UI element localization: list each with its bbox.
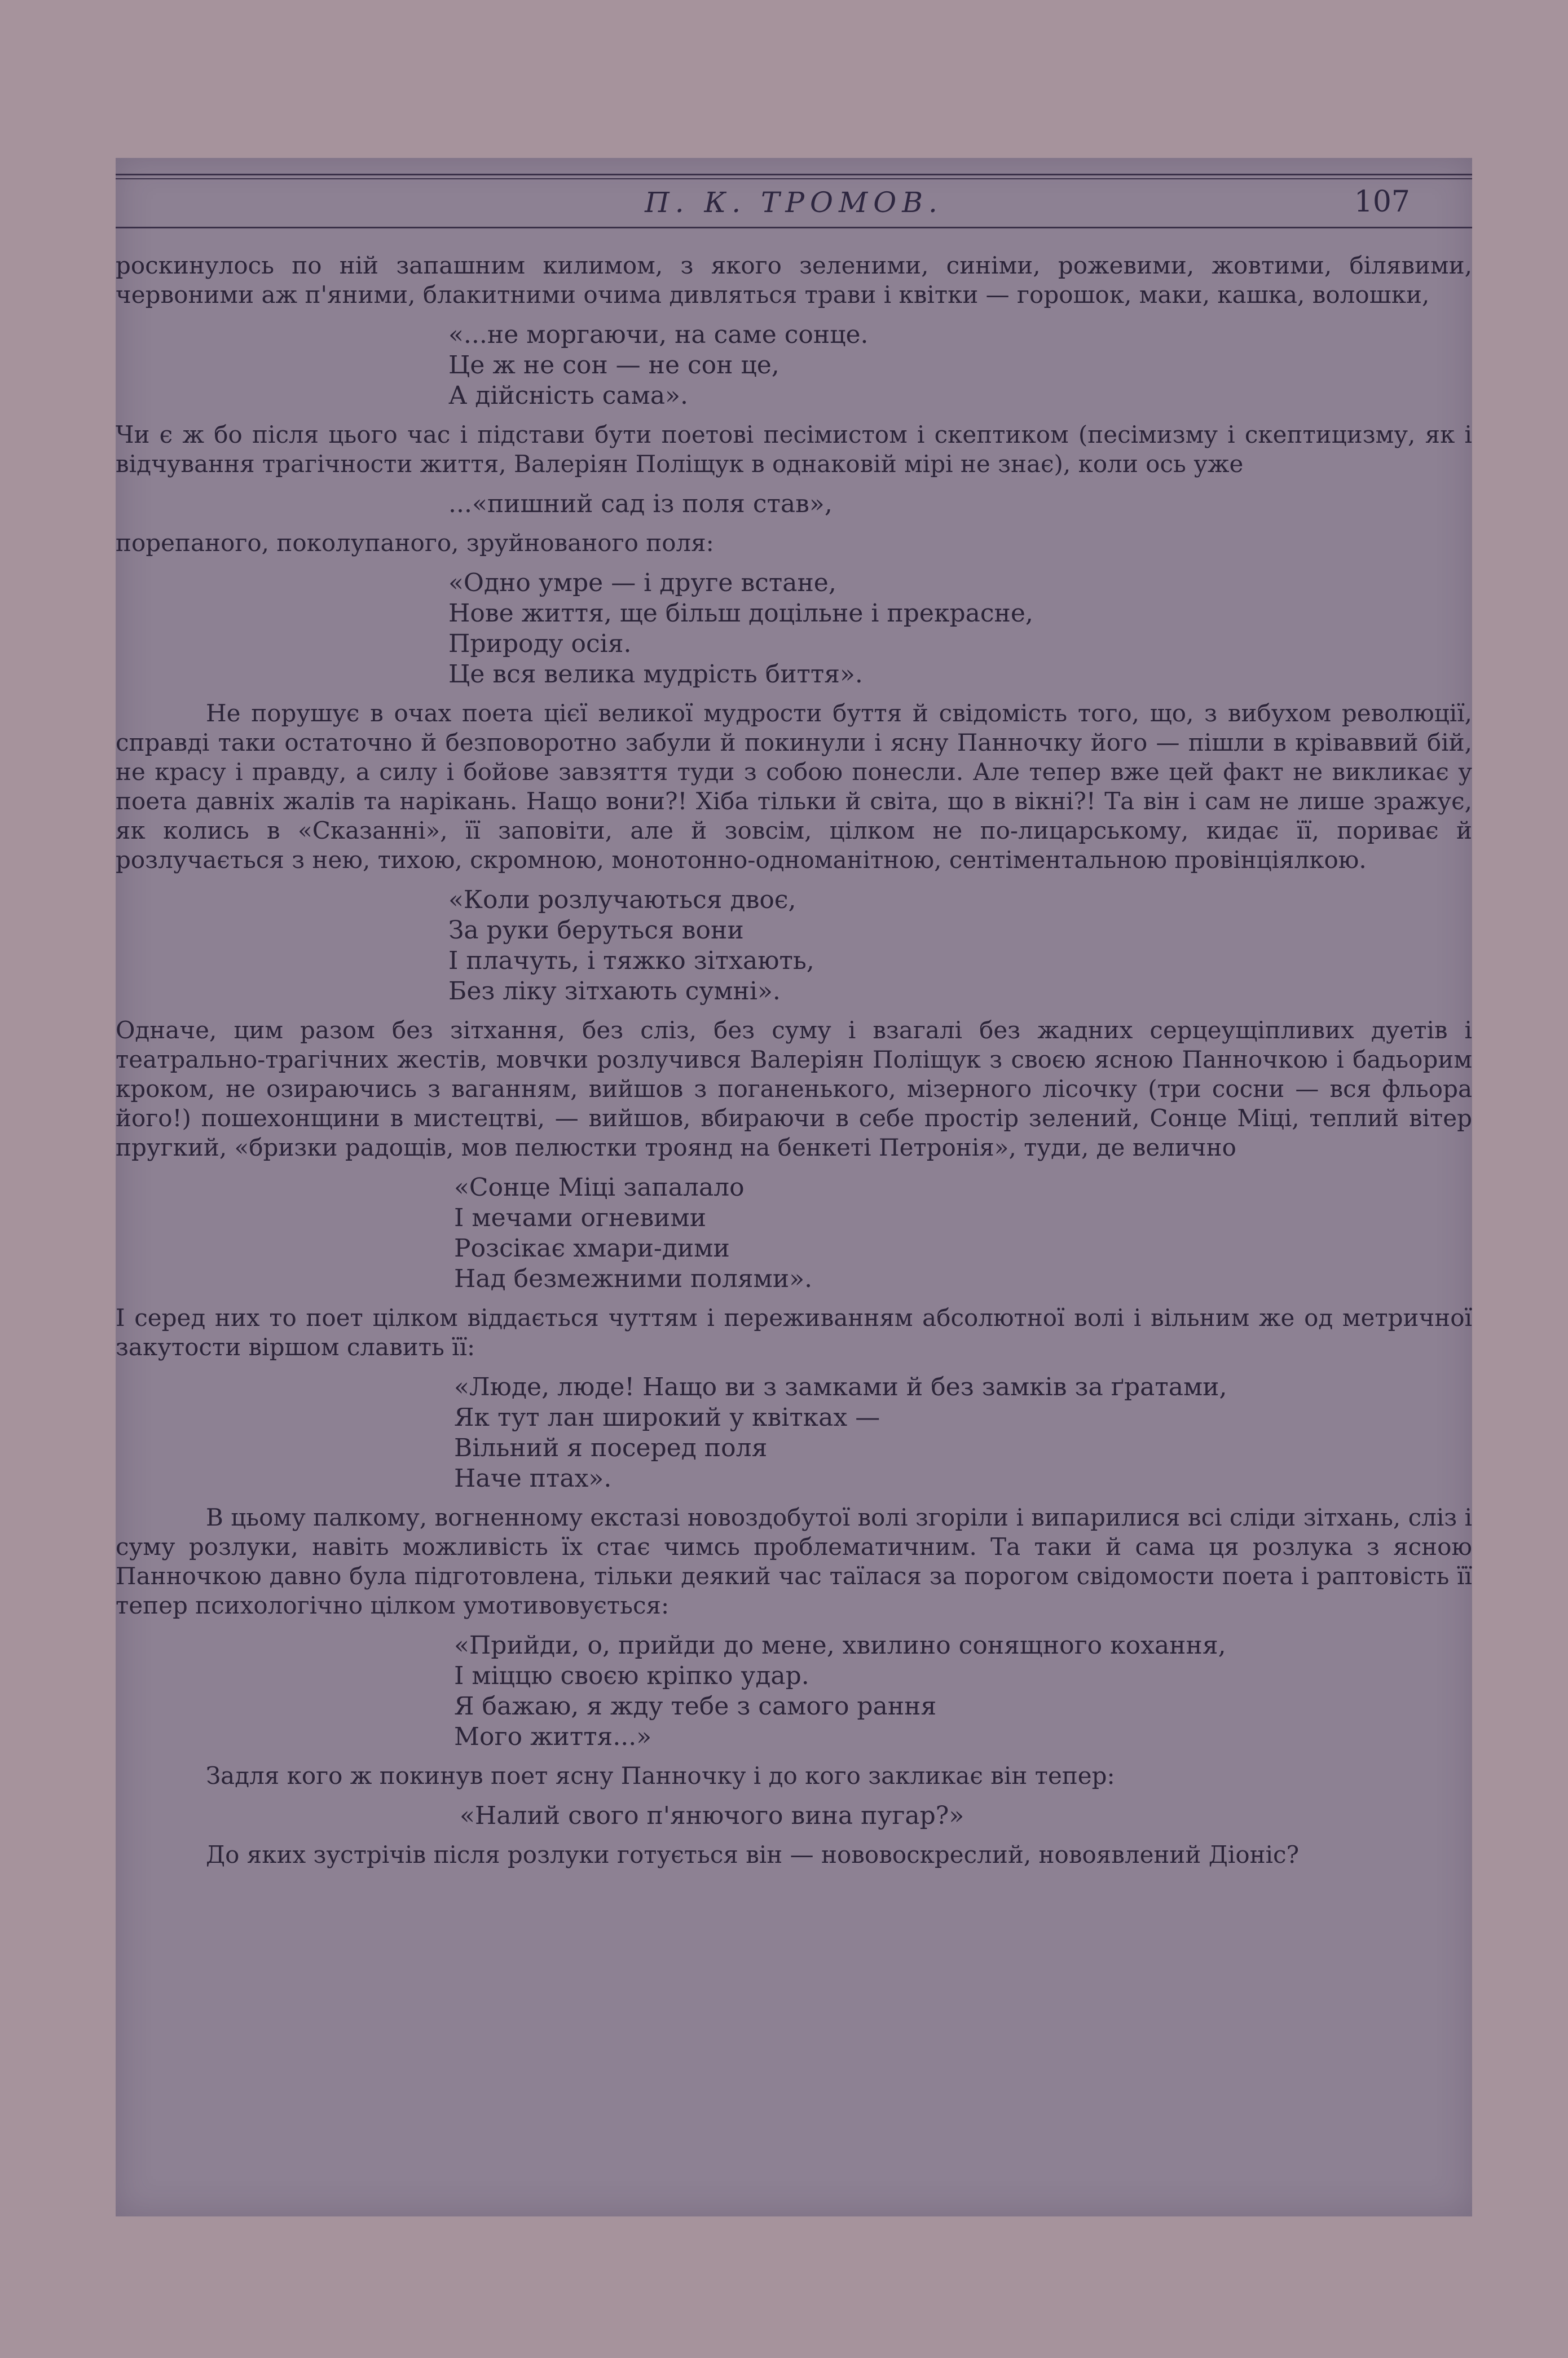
- verse-line: І плачуть, і тяжко зітхають,: [448, 946, 814, 975]
- verse-line: Над безмежними полями».: [454, 1264, 813, 1293]
- book-page: [116, 158, 1472, 2216]
- verse-line: Мого життя...»: [454, 1722, 652, 1751]
- page-body: [116, 251, 1472, 1880]
- paragraph-1: роскинулось по ній запашним килимом, з якого зеленими, синіми, рожевими, жовтими, білявими, червоними аж п'яними, блакитними очима дивляться трави і квітки — горошок, маки, кашка, волошки,: [116, 252, 1472, 308]
- paragraph-6: І серед них то поет цілком віддається чуттям і переживанням абсолютної волі і вільним же од метричної закутости віршом славить її:: [116, 1304, 1472, 1361]
- verse-line: «Люде, люде! Нащо ви з замками й без замків за ґратами,: [454, 1373, 1227, 1401]
- verse-line: Нове життя, ще більш доцільне і прекрасне,: [448, 599, 1033, 628]
- verse-line: Без ліку зітхають сумні».: [448, 977, 781, 1006]
- verse-3: [448, 568, 1472, 690]
- verse-line: «Коли розлучаються двоє,: [448, 885, 796, 914]
- header-rule-top: [116, 174, 1472, 175]
- verse-line: Це вся велика мудрість биття».: [448, 660, 863, 689]
- verse-2: ...«пишний сад із поля став»,: [448, 490, 833, 518]
- verse-line: «Прийди, о, прийди до мене, хвилино сонящного кохання,: [454, 1631, 1226, 1660]
- paragraph-2: Чи є ж бо після цього час і підстави бути поетові песімистом і скептиком (песімизму і скептицизму, як і відчування трагічности життя, Валеріян Поліщук в однаковій мірі не знає), коли ось уже: [116, 421, 1472, 478]
- verse-line: Як тут лан широкий у квітках —: [454, 1403, 880, 1432]
- paragraph-3: порепаного, поколупаного, зруйнованого поля:: [116, 529, 714, 557]
- verse-6: [454, 1372, 1472, 1494]
- verse-line: Наче птах».: [454, 1464, 612, 1493]
- paragraph-8: Задля кого ж покинув поет ясну Панночку і до кого закликає він тепер:: [206, 1762, 1115, 1790]
- paragraph-7: В цьому палкому, вогненному екстазі новоздобутої волі згоріли і випарилися всі сліди зітхань, сліз і суму розлуки, навіть можливість їх стає чимсь проблематичним. Та таки й сама ця розлука з ясною Панночкою давно була підготовлена, тільки деякий час таїлася за порогом свідомости поета і раптовість її тепер психологічно цілком умотивовується:: [116, 1504, 1472, 1619]
- verse-line: Я бажаю, я жду тебе з самого рання: [454, 1692, 937, 1721]
- paragraph-5: Одначе, цим разом без зітхання, без сліз, без суму і взагалі без жадних серцеущіпливих дуетів і театрально-трагічних жестів, мовчки розлучився Валеріян Поліщук з своєю ясною Панночкою і бадьорим кроком, не озираючись з ваганням, вийшов з поганенького, мізерного лісочку (три сосни — вся фльора його!) пошехонщини в мистецтві, — вийшов, вбираючи в себе простір зелений, Сонце Міці, теплий вітер пругкий, «бризки радощів, мов пелюстки троянд на бенкеті Петронія», туди, де велично: [116, 1016, 1472, 1161]
- verse-line: І мечами огневими: [454, 1204, 707, 1232]
- verse-line: Розсікає хмари-дими: [454, 1234, 730, 1263]
- verse-4: [448, 885, 1472, 1007]
- header-rule-top-thin: [116, 178, 1472, 179]
- verse-line: За руки беруться вони: [448, 916, 744, 945]
- header-rule-bottom: [116, 227, 1472, 228]
- verse-line: І міццю своєю кріпко удар.: [454, 1661, 809, 1690]
- running-head: П. К. ТРОМОВ.: [645, 186, 943, 219]
- verse-line: «Сонце Міці запалало: [454, 1173, 745, 1202]
- verse-line: Це ж не сон — не сон це,: [448, 351, 779, 380]
- verse-line: «...не моргаючи, на саме сонце.: [448, 320, 869, 349]
- verse-line: Природу осія.: [448, 629, 632, 658]
- verse-1: [448, 320, 1472, 411]
- verse-line: Вільний я посеред поля: [454, 1434, 768, 1462]
- verse-line: А дійсність сама».: [448, 381, 689, 410]
- page-header: [116, 169, 1472, 231]
- paragraph-4: Не порушує в очах поета цієї великої мудрости буття й свідомість того, що, з вибухом революції, справді таки остаточно й безповоротно забули й покинули і ясну Панночку його — пішли в кріваввий бій, не красу і правду, а силу і бойове завзяття туди з собою понесли. Але тепер вже цей факт не викликає у поета давніх жалів та нарікань. Нащо вони?! Хіба тільки й світа, що в вікні?! Та він і сам не лише зражує, як колись в «Сказанні», її заповіти, але й зовсім, цілком не по-лицарському, кидає її, пориває й розлучається з нею, тихою, скромною, монотонно-одноманітною, сентіментальною провінціялкою.: [116, 699, 1472, 874]
- verse-line: «Одно умре — і друге встане,: [448, 568, 836, 597]
- verse-8: «Налий свого п'янючого вина пугар?»: [460, 1801, 964, 1830]
- paragraph-9: До яких зустрічів після розлуки готується він — нововоскреслий, новоявлений Діоніс?: [206, 1841, 1300, 1868]
- verse-5: [454, 1173, 1472, 1294]
- verse-7: [454, 1630, 1472, 1752]
- page-number: 107: [1354, 185, 1410, 219]
